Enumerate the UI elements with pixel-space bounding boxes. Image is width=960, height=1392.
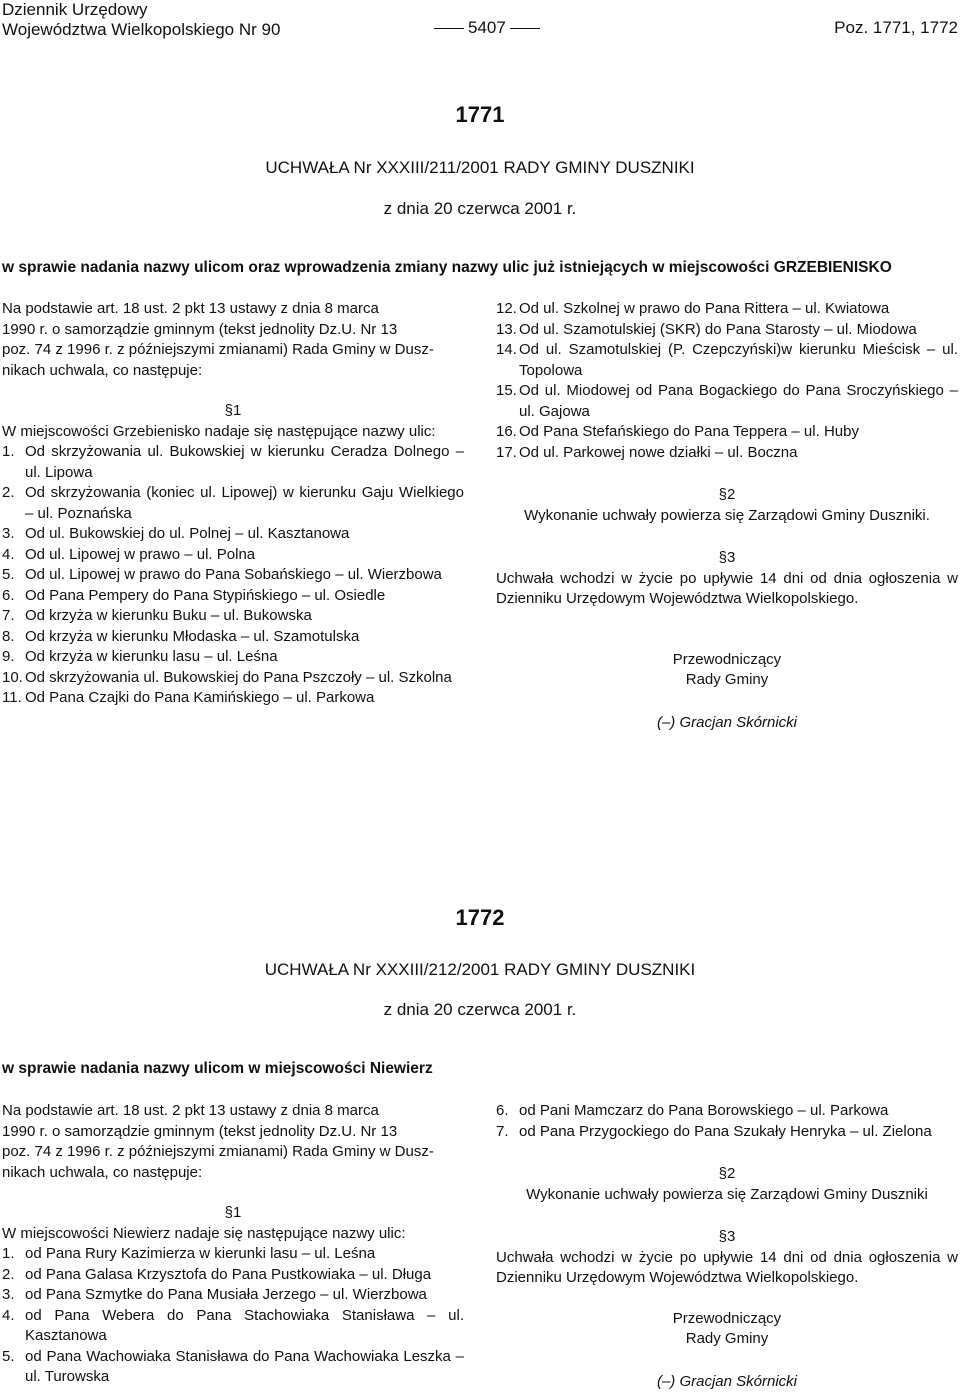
signature-block bbox=[496, 1309, 958, 1392]
street-list bbox=[496, 299, 958, 463]
list-item bbox=[2, 442, 464, 483]
item-number: 8. bbox=[2, 627, 25, 648]
list-item bbox=[496, 1122, 958, 1143]
act-title: UCHWAŁA Nr XXXIII/211/2001 RADY GMINY DUSZNIKI bbox=[0, 158, 960, 178]
act-right-column bbox=[496, 299, 958, 733]
item-text: od Pana Rury Kazimierza w kierunki lasu – ul. Leśna bbox=[25, 1244, 464, 1265]
item-text: od Pana Webera do Pana Stachowiaka Stanisława – ul. Kasztanowa bbox=[25, 1306, 464, 1347]
list-item bbox=[2, 606, 464, 627]
street-list bbox=[2, 442, 464, 709]
item-text: Od skrzyżowania ul. Bukowskiej do Pana Pszczoły – ul. Szkolna bbox=[25, 668, 464, 689]
item-number: 2. bbox=[2, 483, 25, 524]
item-text: Od krzyża w kierunku lasu – ul. Leśna bbox=[25, 647, 464, 668]
preamble bbox=[2, 299, 464, 381]
item-text: Od ul. Szamotulskiej (SKR) do Pana Starosty – ul. Miodowa bbox=[519, 320, 958, 341]
item-number: 5. bbox=[2, 1347, 25, 1388]
list-item bbox=[496, 381, 958, 422]
act-left-column bbox=[2, 299, 464, 709]
list-item bbox=[2, 668, 464, 689]
item-number: 4. bbox=[2, 545, 25, 566]
act-date: z dnia 20 czerwca 2001 r. bbox=[0, 199, 960, 219]
preamble-line: 1990 r. o samorządzie gminnym (tekst jednolity Dz.U. Nr 13 bbox=[2, 320, 464, 341]
paragraph-text: Uchwała wchodzi w życie po upływie 14 dni od dnia ogłoszenia w Dzienniku Urzędowym Województwa Wielkopolskiego. bbox=[496, 1248, 958, 1289]
list-item bbox=[2, 647, 464, 668]
item-text: Od ul. Miodowej od Pana Bogackiego do Pana Sroczyńskiego – ul. Gajowa bbox=[519, 381, 958, 422]
signature-name: (–) Gracjan Skórnicki bbox=[496, 1372, 958, 1392]
item-number: 4. bbox=[2, 1306, 25, 1347]
list-item bbox=[2, 1285, 464, 1306]
signature-role: Przewodniczący bbox=[496, 1309, 958, 1330]
journal-title bbox=[2, 0, 280, 40]
paragraph-text: Wykonanie uchwały powierza się Zarządowi Gminy Duszniki. bbox=[496, 506, 958, 527]
preamble-line: nikach uchwala, co następuje: bbox=[2, 361, 464, 382]
preamble bbox=[2, 1101, 464, 1183]
item-text: Od ul. Parkowej nowe działki – ul. Boczna bbox=[519, 443, 958, 464]
act-right-column bbox=[496, 1101, 958, 1392]
list-item bbox=[496, 320, 958, 341]
item-number: 6. bbox=[496, 1101, 519, 1122]
item-text: Od Pana Czajki do Pana Kamińskiego – ul. Parkowa bbox=[25, 688, 464, 709]
list-item bbox=[2, 1244, 464, 1265]
paragraph-mark: §1 bbox=[2, 401, 464, 422]
paragraph-text: Uchwała wchodzi w życie po upływie 14 dni od dnia ogłoszenia w Dzienniku Urzędowym Województwa Wielkopolskiego. bbox=[496, 569, 958, 610]
act-left-column bbox=[2, 1101, 464, 1388]
item-text: Od krzyża w kierunku Buku – ul. Bukowska bbox=[25, 606, 464, 627]
item-number: 13. bbox=[496, 320, 519, 341]
street-list bbox=[2, 1244, 464, 1388]
item-text: od Pana Przygockiego do Pana Szukały Henryka – ul. Zielona bbox=[519, 1122, 958, 1143]
item-number: 10. bbox=[2, 668, 25, 689]
paragraph-number: 3 bbox=[727, 1228, 735, 1245]
preamble-line: Na podstawie art. 18 ust. 2 pkt 13 ustawy z dnia 8 marca bbox=[2, 299, 464, 320]
page-number bbox=[430, 18, 544, 38]
paragraph-mark: §1 bbox=[2, 1203, 464, 1224]
item-text: od Pana Galasa Krzysztofa do Pana Pustkowiaka – ul. Długa bbox=[25, 1265, 464, 1286]
item-number: 15. bbox=[496, 381, 519, 422]
item-number: 1. bbox=[2, 1244, 25, 1265]
journal-name: Dziennik Urzędowy bbox=[2, 0, 280, 20]
page-number-value: 5407 bbox=[468, 18, 506, 38]
paragraph-intro: W miejscowości Grzebienisko nadaje się następujące nazwy ulic: bbox=[2, 422, 464, 443]
signature-role: Przewodniczący bbox=[496, 650, 958, 671]
list-item bbox=[2, 524, 464, 545]
list-item bbox=[2, 483, 464, 524]
list-item bbox=[2, 1306, 464, 1347]
paragraph-mark: §2 bbox=[496, 1164, 958, 1185]
item-number: 12. bbox=[496, 299, 519, 320]
preamble-line: poz. 74 z 1996 r. z późniejszymi zmianami) Rada Gminy w Dusz- bbox=[2, 1142, 464, 1163]
act-number: 1771 bbox=[0, 102, 960, 128]
list-item bbox=[496, 299, 958, 320]
signature-name: (–) Gracjan Skórnicki bbox=[496, 713, 958, 734]
page-header bbox=[0, 0, 960, 44]
item-text: Od skrzyżowania ul. Bukowskiej w kierunku Ceradza Dolnego – ul. Lipowa bbox=[25, 442, 464, 483]
preamble-line: poz. 74 z 1996 r. z późniejszymi zmianami) Rada Gminy w Dusz- bbox=[2, 340, 464, 361]
positions: Poz. 1771, 1772 bbox=[834, 18, 958, 38]
list-item bbox=[496, 340, 958, 381]
item-number: 9. bbox=[2, 647, 25, 668]
street-list bbox=[496, 1101, 958, 1142]
item-number: 3. bbox=[2, 1285, 25, 1306]
item-number: 6. bbox=[2, 586, 25, 607]
list-item bbox=[2, 1265, 464, 1286]
dash-left bbox=[434, 28, 464, 29]
act-subject: w sprawie nadania nazwy ulicom oraz wprowadzenia zmiany nazwy ulic już istniejących w miejscowości GRZEBIENISKO bbox=[2, 258, 958, 278]
preamble-line: Na podstawie art. 18 ust. 2 pkt 13 ustawy z dnia 8 marca bbox=[2, 1101, 464, 1122]
list-item bbox=[2, 627, 464, 648]
list-item bbox=[2, 688, 464, 709]
item-text: Od ul. Szkolnej w prawo do Pana Rittera – ul. Kwiatowa bbox=[519, 299, 958, 320]
item-text: Od ul. Lipowej w prawo – ul. Polna bbox=[25, 545, 464, 566]
item-number: 1. bbox=[2, 442, 25, 483]
act-subject: w sprawie nadania nazwy ulicom w miejscowości Niewierz bbox=[2, 1059, 958, 1079]
item-text: od Pani Mamczarz do Pana Borowskiego – ul. Parkowa bbox=[519, 1101, 958, 1122]
item-text: od Pana Szmytke do Pana Musiała Jerzego – ul. Wierzbowa bbox=[25, 1285, 464, 1306]
paragraph-mark: §3 bbox=[496, 1227, 958, 1248]
paragraph-number: 3 bbox=[727, 549, 735, 566]
act-number: 1772 bbox=[0, 905, 960, 931]
item-text: Od ul. Bukowskiej do ul. Polnej – ul. Kasztanowa bbox=[25, 524, 464, 545]
item-number: 3. bbox=[2, 524, 25, 545]
paragraph-number: 1 bbox=[233, 1204, 241, 1221]
list-item bbox=[2, 545, 464, 566]
list-item bbox=[2, 565, 464, 586]
list-item bbox=[496, 422, 958, 443]
signature-block bbox=[496, 650, 958, 734]
act-date: z dnia 20 czerwca 2001 r. bbox=[0, 1000, 960, 1020]
item-number: 17. bbox=[496, 443, 519, 464]
paragraph-mark: §2 bbox=[496, 485, 958, 506]
item-text: Od Pana Stefańskiego do Pana Teppera – ul. Huby bbox=[519, 422, 958, 443]
journal-issue: Województwa Wielkopolskiego Nr 90 bbox=[2, 20, 280, 40]
item-number: 5. bbox=[2, 565, 25, 586]
list-item bbox=[496, 1101, 958, 1122]
paragraph-number: 2 bbox=[727, 1165, 735, 1182]
preamble-line: 1990 r. o samorządzie gminnym (tekst jednolity Dz.U. Nr 13 bbox=[2, 1122, 464, 1143]
item-number: 7. bbox=[496, 1122, 519, 1143]
list-item bbox=[2, 586, 464, 607]
paragraph-intro: W miejscowości Niewierz nadaje się następujące nazwy ulic: bbox=[2, 1224, 464, 1245]
dash-right bbox=[510, 28, 540, 29]
act-title: UCHWAŁA Nr XXXIII/212/2001 RADY GMINY DUSZNIKI bbox=[0, 960, 960, 980]
item-text: Od Pana Pempery do Pana Stypińskiego – ul. Osiedle bbox=[25, 586, 464, 607]
paragraph-number: 2 bbox=[727, 486, 735, 503]
paragraph-number: 1 bbox=[233, 402, 241, 419]
item-number: 7. bbox=[2, 606, 25, 627]
list-item bbox=[2, 1347, 464, 1388]
signature-body: Rady Gminy bbox=[496, 670, 958, 691]
item-text: Od skrzyżowania (koniec ul. Lipowej) w kierunku Gaju Wielkiego – ul. Poznańska bbox=[25, 483, 464, 524]
item-text: Od krzyża w kierunku Młodaska – ul. Szamotulska bbox=[25, 627, 464, 648]
item-text: Od ul. Lipowej w prawo do Pana Sobańskiego – ul. Wierzbowa bbox=[25, 565, 464, 586]
item-number: 14. bbox=[496, 340, 519, 381]
paragraph-text: Wykonanie uchwały powierza się Zarządowi Gminy Duszniki bbox=[496, 1185, 958, 1206]
preamble-line: nikach uchwala, co następuje: bbox=[2, 1163, 464, 1184]
item-number: 11. bbox=[2, 688, 25, 709]
list-item bbox=[496, 443, 958, 464]
item-text: od Pana Wachowiaka Stanisława do Pana Wachowiaka Leszka – ul. Turowska bbox=[25, 1347, 464, 1388]
signature-body: Rady Gminy bbox=[496, 1329, 958, 1350]
paragraph-mark: §3 bbox=[496, 548, 958, 569]
item-number: 2. bbox=[2, 1265, 25, 1286]
item-number: 16. bbox=[496, 422, 519, 443]
item-text: Od ul. Szamotulskiej (P. Czepczyński)w kierunku Mieścisk – ul. Topolowa bbox=[519, 340, 958, 381]
